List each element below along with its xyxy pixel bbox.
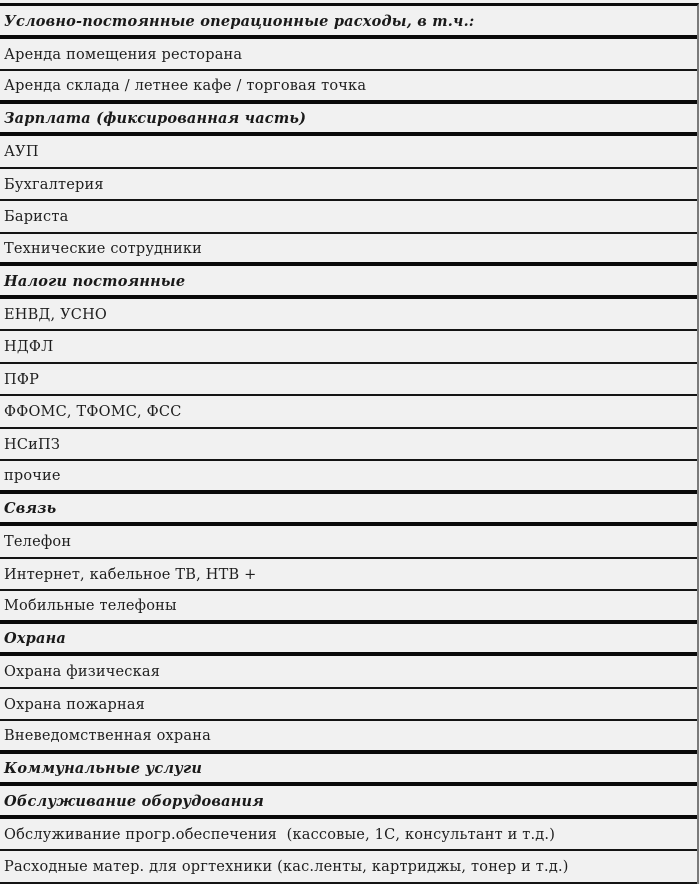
table-row[interactable] (0, 461, 697, 494)
table-row[interactable] (0, 234, 697, 267)
table-row[interactable] (0, 299, 697, 332)
expense-table (0, 3, 699, 884)
row-label: ПФР (4, 371, 40, 388)
row-label: АУП (4, 144, 39, 161)
section-header-label: Зарплата (фиксированная часть) (4, 110, 307, 128)
row-label: Технические сотрудники (4, 240, 203, 257)
table-row[interactable] (0, 429, 697, 462)
table-row[interactable] (0, 364, 697, 397)
section-header-label: Коммунальные услуги (4, 760, 203, 778)
row-label: НСиПЗ (4, 436, 61, 453)
table-row[interactable] (0, 201, 697, 234)
row-label: Охрана физическая (4, 664, 161, 681)
table-row[interactable] (0, 136, 697, 169)
section-header-row[interactable] (0, 104, 697, 137)
section-header-row[interactable] (0, 624, 697, 657)
table-row[interactable] (0, 721, 697, 754)
table-row[interactable] (0, 526, 697, 559)
row-label: Мобильные телефоны (4, 598, 177, 615)
table-row[interactable] (0, 851, 697, 884)
row-label: прочие (4, 468, 61, 485)
row-label: Интернет, кабельное ТВ, НТВ + (4, 566, 257, 583)
row-label: Бухгалтерия (4, 176, 104, 193)
section-header-label: Охрана (4, 630, 66, 648)
row-label: Аренда помещения ресторана (4, 46, 243, 63)
table-row[interactable] (0, 396, 697, 429)
table-row[interactable] (0, 559, 697, 592)
row-label: Обслуживание прогр.обеспечения (кассовые, 1С, консультант и т.д.) (4, 826, 556, 843)
table-row[interactable] (0, 689, 697, 722)
row-label: Вневедомственная охрана (4, 728, 211, 745)
section-header-row[interactable] (0, 6, 697, 39)
section-header-row[interactable] (0, 786, 697, 819)
section-header-label: Налоги постоянные (4, 272, 186, 290)
row-label: Телефон (4, 534, 72, 551)
section-header-row[interactable] (0, 494, 697, 527)
table-row[interactable] (0, 656, 697, 689)
row-label: ФФОМС, ТФОМС, ФСС (4, 404, 182, 421)
section-header-label: Условно-постоянные операционные расходы, в т.ч.: (4, 12, 475, 30)
table-row[interactable] (0, 591, 697, 624)
section-header-label: Обслуживание оборудования (4, 792, 264, 810)
section-header-row[interactable] (0, 754, 697, 787)
table-row[interactable] (0, 169, 697, 202)
row-label: ЕНВД, УСНО (4, 306, 107, 323)
section-header-row[interactable] (0, 266, 697, 299)
table-row[interactable] (0, 331, 697, 364)
row-label: Аренда склада / летнее кафе / торговая точка (4, 78, 367, 95)
row-label: Бариста (4, 209, 69, 226)
table-row[interactable] (0, 71, 697, 104)
row-label: Охрана пожарная (4, 696, 146, 713)
table-row[interactable] (0, 819, 697, 852)
table-row[interactable] (0, 39, 697, 72)
row-label: НДФЛ (4, 339, 54, 356)
section-header-label: Связь (4, 500, 57, 518)
row-label: Расходные матер. для оргтехники (кас.ленты, картриджы, тонер и т.д.) (4, 859, 569, 876)
